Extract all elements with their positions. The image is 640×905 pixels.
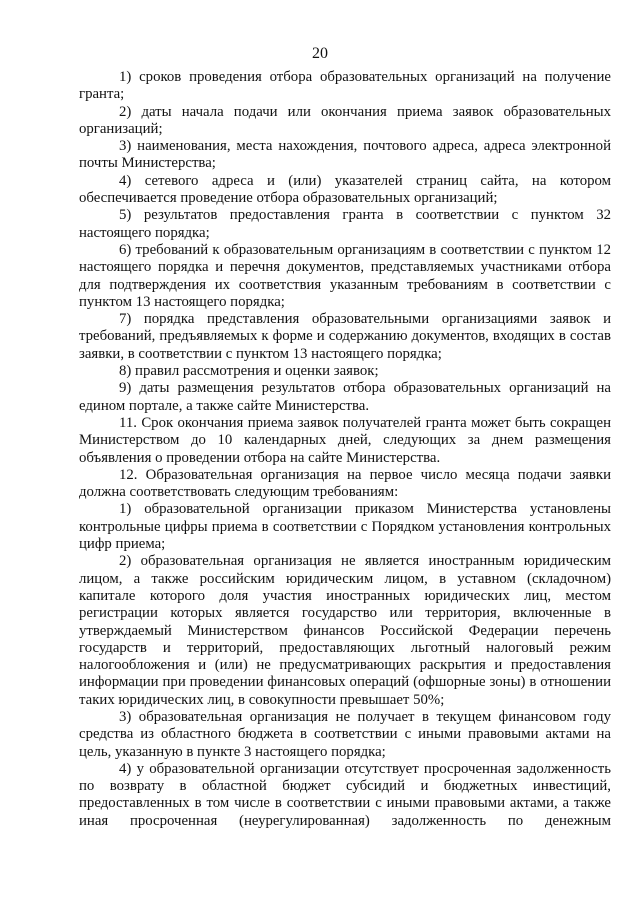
paragraph: 7) порядка представления образовательными организациями заявок и требований, предъявляемых к форме и содержанию документов, входящих в состав заявки, в соответствии с пунктом 13 настоящего порядка; (79, 311, 611, 362)
paragraph: 9) даты размещения результатов отбора образовательных организаций на едином портале, а также сайте Министерства. (79, 380, 611, 414)
document-body (79, 69, 611, 830)
paragraph: 1) образовательной организации приказом Министерства установлены контрольные цифры приема в соответствии с Порядком установления контрольных цифр приема; (79, 501, 611, 553)
paragraph: 8) правил рассмотрения и оценки заявок; (119, 363, 379, 380)
paragraph: 6) требований к образовательным организациям в соответствии с пунктом 12 настоящего порядка и перечня документов, представляемых участниками отбора для подтверждения их соответствия указанным требованиям в соответствии с пунктом 13 настоящего порядка; (79, 241, 611, 310)
paragraph: 4) сетевого адреса и (или) указателей страниц сайта, на котором обеспечивается проведение отбора образовательных организаций; (79, 172, 611, 207)
paragraph: 2) образовательная организация не является иностранным юридическим лицом, а также российским юридическим лицом, в уставном (складочном) капитале которого доля участия иностранных юридических лиц, местом регистрации которых является государство или территория, включенные в утверждаемый Министерством финансов Российской Федерации перечень государств и территорий, предоставляющих льготный налоговый режим налогообложения и (или) не предусматривающих раскрытия и предоставления информации при проведении финансовых операций (офшорные зоны) в отношении таких юридических лиц, в совокупности превышает 50%; (79, 553, 611, 708)
paragraph: 12. Образовательная организация на первое число месяца подачи заявки должна соответствовать следующим требованиям: (79, 466, 611, 501)
paragraph: 3) наименования, места нахождения, почтового адреса, адреса электронной почты Министерства; (79, 138, 611, 172)
paragraph: 2) даты начала подачи или окончания приема заявок образовательных организаций; (79, 103, 611, 137)
paragraph: 1) сроков проведения отбора образовательных организаций на получение гранта; (79, 69, 611, 103)
paragraph: 5) результатов предоставления гранта в соответствии с пунктом 32 настоящего порядка; (79, 207, 611, 241)
paragraph: 4) у образовательной организации отсутствует просроченная задолженность по возврату в областной бюджет субсидий и бюджетных инвестиций, предоставленных в том числе в соответствии с иными правовыми актами, а также иная просроченная (неурегулированная) задолженность по денежным (79, 760, 611, 829)
paragraph: 3) образовательная организация не получает в текущем финансовом году средства из областного бюджета в соответствии с иными правовыми актами на цель, указанную в пункте 3 настоящего порядка; (79, 708, 611, 760)
paragraph: 11. Срок окончания приема заявок получателей гранта может быть сокращен Министерством до 10 календарных дней, следующих за днем размещения объявления о проведении отбора на сайте Министерства. (79, 414, 611, 466)
page-number: 20 (312, 45, 328, 62)
